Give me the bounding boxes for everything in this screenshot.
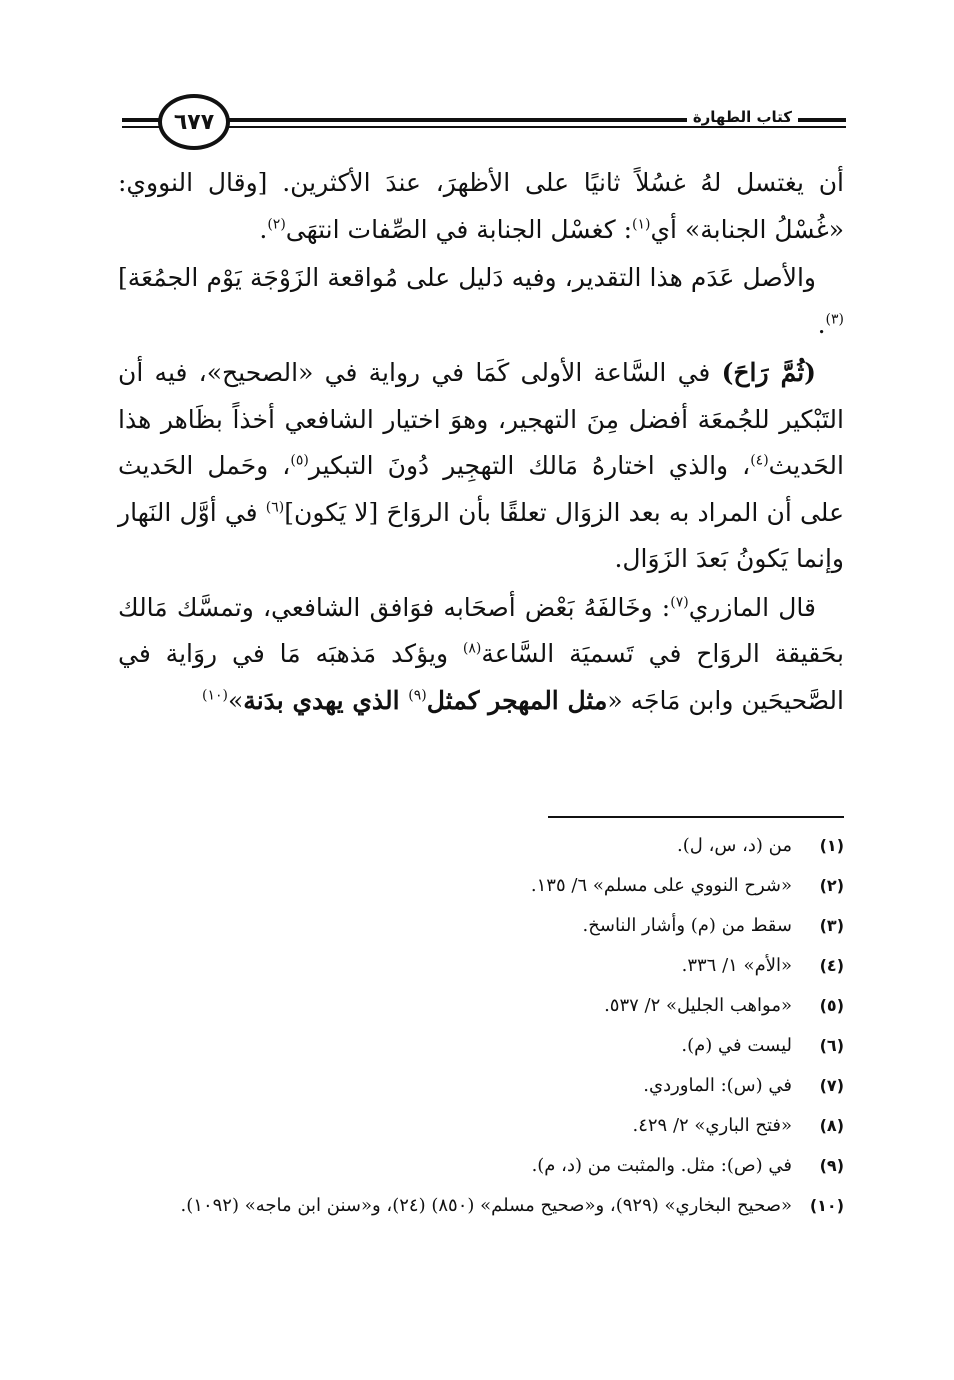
text-segment: ، والذي اختارهُ مَالك التهجِير دُونَ التبكير: [308, 451, 751, 480]
footnote-marker: (٤): [750, 452, 769, 469]
footnote-text: سقط من (م) وأشار الناسخ.: [582, 915, 792, 936]
footnote-number: (٨): [819, 1116, 844, 1135]
footnote-marker: (٩): [408, 687, 427, 704]
footnote-marker: (١٠): [202, 687, 228, 704]
header-rule-thin: [226, 126, 846, 128]
footnote-text: «فتح الباري» ٢/ ٤٢٩.: [632, 1115, 792, 1136]
footnote-number: (٤): [819, 956, 844, 975]
footnote-text: «شرح النووي على مسلم» ٦/ ١٣٥.: [530, 875, 792, 896]
header-rule-left-thin: [122, 126, 162, 128]
text-segment: : وخَالفَهُ بَعْض أصحَابه فوَافق الشافعي، وتمسَّك مَالك بحَقيقة الروَاح في تَسميَة السَّاعة: [118, 592, 844, 668]
footnote-marker: (٧): [670, 594, 689, 611]
text-segment: في السَّاعة الأولى كَمَا في رواية في «الصحيح»، فيه أن التَبْكير للجُمعَة أفضل مِنَ التهجير، وهوَ اختيار الشافعي أخذاً بظَاهر هذا الحَديث: [118, 358, 844, 480]
footnote-text: في (ص): مثل. والمثبت من (د، م).: [531, 1155, 792, 1176]
text-segment: »: [228, 685, 244, 715]
paragraph: [118, 255, 844, 348]
footnote-separator: [548, 816, 844, 818]
text-segment: أن يغتسل لهُ غسُلاً ثانيًا على الأظهرَ، عندَ الأكثرين. [وقال النووي: «غُسْلُ الجنابة» أي: [118, 168, 844, 244]
text-segment: والأصل عَدَم هذا التقدير، وفيه دَليل على مُواقعة الزَوْجَة يَوْم الجمُعَة]: [118, 263, 816, 292]
footnote-number: (٢): [819, 876, 844, 895]
footnote: [118, 866, 844, 906]
footnote-number: (١): [819, 836, 844, 855]
text-segment: : كغسْل الجنابة في الصِّفات انتهَى: [285, 214, 632, 244]
footnote: [118, 946, 844, 986]
text-segment: ويؤكد مَذهبَه مَا في روَاية في الصَّحيحَين وابن مَاجَه «: [118, 639, 844, 715]
footnote: [118, 1106, 844, 1146]
footnote-text: «الأم» ١/ ٣٣٦.: [681, 955, 792, 976]
main-text: [118, 160, 844, 724]
text-segment: .: [259, 214, 268, 244]
footnote: [118, 1186, 844, 1226]
running-title: كتاب الطهارة: [687, 108, 798, 126]
footnote-number: (٥): [819, 996, 844, 1015]
footnote-marker: (٥): [290, 452, 309, 469]
paragraph: [118, 350, 844, 583]
footnote-marker: (٨): [462, 640, 482, 657]
footnote-marker: (٦): [265, 499, 285, 516]
text-segment: ، وحَمل الحَديث على أن المراد به بعد الزوَال تعلقًا بأن الروَاحَ [لا يَكون]: [118, 451, 844, 527]
footnote-text: في (س): الماوردي.: [643, 1075, 792, 1096]
footnote-marker: (١): [632, 216, 651, 233]
footnote-number: (٣): [819, 916, 844, 935]
bold-text: مثل المهجر كمثل: [426, 685, 608, 715]
footnote: [118, 906, 844, 946]
footnote: [118, 1026, 844, 1066]
header-rule-left-thick: [122, 118, 162, 122]
footnote-text: ليست في (م).: [681, 1035, 792, 1056]
paragraph: [118, 585, 844, 725]
footnote: [118, 1146, 844, 1186]
page-number-circle: [158, 94, 230, 150]
footnote-number: (١٠): [809, 1196, 844, 1215]
bold-text: الذي يهدي بدَنة: [243, 685, 409, 715]
footnote-number: (٧): [819, 1076, 844, 1095]
text-segment: في أوَّل النَهار وإنما يَكونُ بَعدَ الزَوَال.: [118, 497, 844, 573]
text-segment: قال المازري: [688, 592, 816, 622]
footnote-number: (٦): [819, 1036, 844, 1055]
footnote: [118, 986, 844, 1026]
page-number: ٦٧٧: [173, 109, 215, 135]
footnote-text: «صحيح البخاري» (٩٢٩)، و«صحيح مسلم» (٨٥٠) (٢٤)، و«سنن ابن ماجه» (١٠٩٢).: [180, 1195, 792, 1216]
text-segment: .: [817, 309, 826, 339]
footnote: [118, 1066, 844, 1106]
footnote: [118, 826, 844, 866]
footnote-marker: (٢): [267, 216, 286, 233]
bold-text: (ثُمَّ رَاحَ): [721, 358, 816, 387]
footnote-marker: (٣): [825, 311, 844, 328]
footnotes: [118, 826, 844, 1226]
footnote-number: (٩): [819, 1156, 844, 1175]
footnote-text: من (د، س، ل).: [677, 835, 792, 856]
footnote-text: «مواهب الجليل» ٢/ ٥٣٧.: [604, 995, 792, 1016]
paragraph: [118, 160, 844, 253]
page-header: [122, 94, 846, 158]
